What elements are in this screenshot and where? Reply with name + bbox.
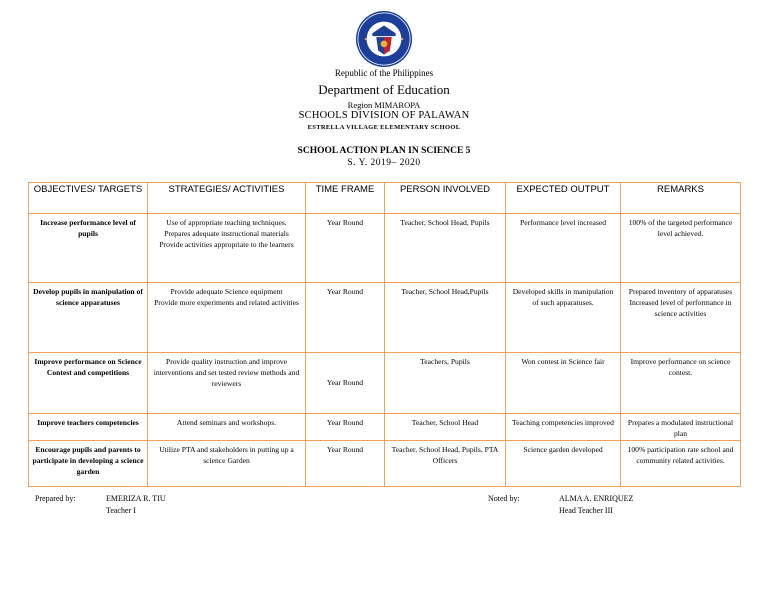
remark-item: Prepares a modulated instructional plan [627, 418, 734, 438]
objective-cell: Encourage pupils and parents to participate in developing a science garden [29, 441, 148, 487]
table-row [29, 353, 741, 414]
remark-item: Prepared inventory of apparatuses [628, 287, 733, 296]
strategy-item: Provide adequate Science equipment [170, 287, 283, 296]
persons-cell: Teacher, School Head,Pupils [385, 283, 506, 353]
expected-output-cell: Science garden developed [506, 441, 621, 487]
expected-output-cell: Performance level increased [506, 214, 621, 283]
noted-by-name: ALMA A. ENRIQUEZ [559, 494, 634, 503]
strategy-item: Provide more experiments and related activities [154, 298, 299, 307]
time-frame-cell: Year Round [306, 414, 385, 441]
action-plan-table [28, 182, 741, 487]
prepared-by-title: Teacher I [106, 506, 136, 515]
strategy-item: Provide quality instruction and improve interventions and set tested review methods and reviewers [153, 357, 300, 388]
republic-line: Republic of the Philippines [334, 68, 434, 78]
objective-cell: Improve teachers competencies [29, 414, 148, 441]
time-frame-cell: Year Round [306, 441, 385, 487]
column-header-time-frame: TIME FRAME [306, 183, 385, 214]
strategy-item: Prepares adequate instructional materials [164, 229, 289, 238]
table-header-row [29, 183, 741, 214]
objective-cell: Increase performance level of pupils [29, 214, 148, 283]
objective-cell: Develop pupils in manipulation of science apparatuses [29, 283, 148, 353]
remark-item: 100% participation rate school and community related activities. [627, 445, 734, 465]
remarks-cell [621, 414, 741, 441]
column-header-remarks: REMARKS [621, 183, 741, 214]
strategy-item: Provide activities appropriate to the learners [159, 240, 294, 249]
column-header-objectives: OBJECTIVES/ TARGETS [29, 183, 148, 214]
remark-item: Improve performance on science contest. [630, 357, 731, 377]
remarks-cell [621, 214, 741, 283]
remarks-cell [621, 353, 741, 414]
table-row [29, 283, 741, 353]
strategies-cell [148, 414, 306, 441]
noted-by-label: Noted by: [488, 494, 520, 503]
expected-output-cell: Teaching competencies improved [506, 414, 621, 441]
persons-cell: Teachers, Pupils [385, 353, 506, 414]
remark-item: Increased level of performance in science activities [629, 298, 732, 318]
department-name: Department of Education [318, 82, 450, 97]
table-row [29, 414, 741, 441]
remarks-cell [621, 283, 741, 353]
strategy-item: Utilize PTA and stakeholders in putting up a science Garden [159, 445, 294, 465]
column-header-strategies: STRATEGIES/ ACTIVITIES [148, 183, 306, 214]
column-header-expected-output: EXPECTED OUTPUT [506, 183, 621, 214]
time-frame-cell: Year Round [306, 283, 385, 353]
document-title: SCHOOL ACTION PLAN IN SCIENCE 5 [297, 146, 471, 156]
strategies-cell [148, 283, 306, 353]
expected-output-cell: Won contest in Science fair [506, 353, 621, 414]
strategy-item: Attend seminars and workshops. [176, 418, 277, 427]
school-name: ESTRELLA VILLAGE ELEMENTARY SCHOOL [307, 124, 461, 131]
strategy-item: Use of appropriate teaching techniques. [166, 218, 287, 227]
strategies-cell [148, 214, 306, 283]
remark-item: 100% of the targeted performance level achieved. [628, 218, 733, 238]
time-frame-cell: Year Round [306, 353, 385, 414]
time-frame-cell: Year Round [306, 214, 385, 283]
persons-cell: Teacher, School Head, Pupils, PTA Officers [385, 441, 506, 487]
objective-cell: Improve performance on Science Contest and competitions [29, 353, 148, 414]
persons-cell: Teacher, School Head, Pupils [385, 214, 506, 283]
deped-seal-logo [355, 10, 413, 68]
table-row [29, 214, 741, 283]
school-year: S. Y. 2019– 2020 [347, 158, 421, 168]
strategies-cell [148, 441, 306, 487]
region-name: Region MIMAROPA [347, 100, 421, 110]
remarks-cell [621, 441, 741, 487]
prepared-by-name: EMERIZA R. TIU [106, 494, 166, 503]
strategies-cell [148, 353, 306, 414]
persons-cell: Teacher, School Head [385, 414, 506, 441]
division-name: SCHOOLS DIVISION OF PALAWAN [298, 110, 470, 121]
noted-by-title: Head Teacher III [559, 506, 613, 515]
prepared-by-label: Prepared by: [35, 494, 76, 503]
table-row [29, 441, 741, 487]
column-header-person-involved: PERSON INVOLVED [385, 183, 506, 214]
expected-output-cell: Developed skills in manipulation of such apparatuses. [506, 283, 621, 353]
